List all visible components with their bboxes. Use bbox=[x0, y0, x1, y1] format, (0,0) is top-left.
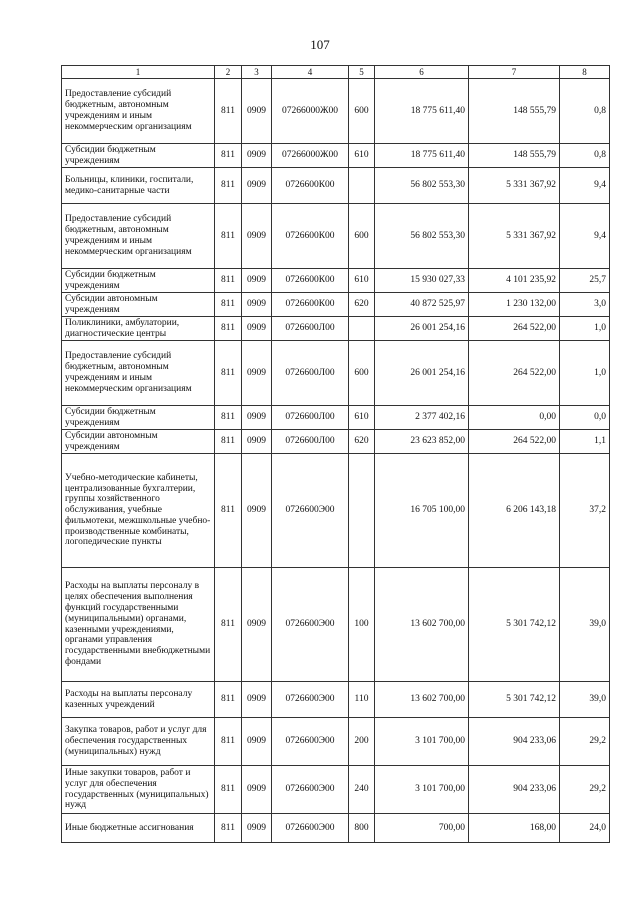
table-row bbox=[62, 79, 610, 144]
col8-cell: 0,0 bbox=[560, 406, 610, 430]
col6-cell: 40 872 525,97 bbox=[375, 293, 469, 317]
col8-cell: 1,0 bbox=[560, 317, 610, 341]
col4-cell: 0726600Э00 bbox=[272, 568, 349, 682]
col2-cell: 811 bbox=[215, 454, 242, 568]
col4-cell: 0726600К00 bbox=[272, 204, 349, 269]
col6-cell: 26 001 254,16 bbox=[375, 341, 469, 406]
col2-cell: 811 bbox=[215, 317, 242, 341]
col8-cell: 37,2 bbox=[560, 454, 610, 568]
col7-cell: 904 233,06 bbox=[469, 718, 560, 766]
col4-cell: 07266000Ж00 bbox=[272, 144, 349, 168]
col6-cell: 700,00 bbox=[375, 814, 469, 843]
col8-cell: 1,0 bbox=[560, 341, 610, 406]
row-name-cell: Учебно-методические кабинеты, централизованные бухгалтерии, группы хозяйственного обслуживания, учебные фильмотеки, межшкольные учебно-производственные комбинаты, логопедические пункты bbox=[62, 454, 215, 568]
col3-cell: 0909 bbox=[242, 430, 272, 454]
col8-cell: 39,0 bbox=[560, 682, 610, 718]
header-cell: 6 bbox=[375, 66, 469, 79]
table-row bbox=[62, 718, 610, 766]
col3-cell: 0909 bbox=[242, 766, 272, 814]
col3-cell: 0909 bbox=[242, 568, 272, 682]
table-row bbox=[62, 269, 610, 293]
col3-cell: 0909 bbox=[242, 144, 272, 168]
col8-cell: 0,8 bbox=[560, 144, 610, 168]
col6-cell: 2 377 402,16 bbox=[375, 406, 469, 430]
col3-cell: 0909 bbox=[242, 718, 272, 766]
header-row bbox=[62, 66, 610, 79]
col3-cell: 0909 bbox=[242, 204, 272, 269]
table-row bbox=[62, 568, 610, 682]
col5-cell bbox=[349, 317, 375, 341]
col6-cell: 15 930 027,33 bbox=[375, 269, 469, 293]
col7-cell: 148 555,79 bbox=[469, 144, 560, 168]
col3-cell: 0909 bbox=[242, 269, 272, 293]
col6-cell: 56 802 553,30 bbox=[375, 168, 469, 204]
row-name-cell: Больницы, клиники, госпитали, медико-санитарные части bbox=[62, 168, 215, 204]
col8-cell: 3,0 bbox=[560, 293, 610, 317]
table-row bbox=[62, 814, 610, 843]
col7-cell: 4 101 235,92 bbox=[469, 269, 560, 293]
col2-cell: 811 bbox=[215, 204, 242, 269]
col4-cell: 0726600Л00 bbox=[272, 430, 349, 454]
row-name-cell: Субсидии автономным учреждениям bbox=[62, 430, 215, 454]
header-cell: 7 bbox=[469, 66, 560, 79]
col8-cell: 39,0 bbox=[560, 568, 610, 682]
col4-cell: 0726600Э00 bbox=[272, 718, 349, 766]
table-row bbox=[62, 454, 610, 568]
col8-cell: 9,4 bbox=[560, 204, 610, 269]
col7-cell: 904 233,06 bbox=[469, 766, 560, 814]
col5-cell: 620 bbox=[349, 430, 375, 454]
col7-cell: 0,00 bbox=[469, 406, 560, 430]
col5-cell: 600 bbox=[349, 204, 375, 269]
col6-cell: 56 802 553,30 bbox=[375, 204, 469, 269]
col6-cell: 3 101 700,00 bbox=[375, 718, 469, 766]
col4-cell: 0726600К00 bbox=[272, 168, 349, 204]
col4-cell: 0726600Л00 bbox=[272, 317, 349, 341]
col5-cell: 620 bbox=[349, 293, 375, 317]
col4-cell: 0726600К00 bbox=[272, 269, 349, 293]
col7-cell: 6 206 143,18 bbox=[469, 454, 560, 568]
col5-cell: 800 bbox=[349, 814, 375, 843]
row-name-cell: Субсидии бюджетным учреждениям bbox=[62, 269, 215, 293]
col2-cell: 811 bbox=[215, 406, 242, 430]
col2-cell: 811 bbox=[215, 269, 242, 293]
col7-cell: 148 555,79 bbox=[469, 79, 560, 144]
col2-cell: 811 bbox=[215, 144, 242, 168]
col2-cell: 811 bbox=[215, 568, 242, 682]
row-name-cell: Закупка товаров, работ и услуг для обеспечения государственных (муниципальных) нужд bbox=[62, 718, 215, 766]
col5-cell: 610 bbox=[349, 144, 375, 168]
col3-cell: 0909 bbox=[242, 341, 272, 406]
row-name-cell: Расходы на выплаты персоналу казенных учреждений bbox=[62, 682, 215, 718]
col6-cell: 13 602 700,00 bbox=[375, 568, 469, 682]
page-number: 107 bbox=[310, 37, 330, 52]
col2-cell: 811 bbox=[215, 718, 242, 766]
col4-cell: 0726600К00 bbox=[272, 293, 349, 317]
col4-cell: 0726600Э00 bbox=[272, 766, 349, 814]
col7-cell: 1 230 132,00 bbox=[469, 293, 560, 317]
row-name-cell: Предоставление субсидий бюджетным, автономным учреждениям и иным некоммерческим организациям bbox=[62, 79, 215, 144]
col6-cell: 3 101 700,00 bbox=[375, 766, 469, 814]
budget-table bbox=[61, 65, 610, 843]
col3-cell: 0909 bbox=[242, 814, 272, 843]
table-row bbox=[62, 766, 610, 814]
col8-cell: 29,2 bbox=[560, 766, 610, 814]
col7-cell: 264 522,00 bbox=[469, 317, 560, 341]
col4-cell: 0726600Э00 bbox=[272, 454, 349, 568]
col6-cell: 18 775 611,40 bbox=[375, 79, 469, 144]
col7-cell: 5 301 742,12 bbox=[469, 568, 560, 682]
col4-cell: 0726600Л00 bbox=[272, 341, 349, 406]
col5-cell: 240 bbox=[349, 766, 375, 814]
col5-cell bbox=[349, 168, 375, 204]
col3-cell: 0909 bbox=[242, 454, 272, 568]
col5-cell: 100 bbox=[349, 568, 375, 682]
col2-cell: 811 bbox=[215, 79, 242, 144]
col6-cell: 13 602 700,00 bbox=[375, 682, 469, 718]
col8-cell: 25,7 bbox=[560, 269, 610, 293]
col2-cell: 811 bbox=[215, 168, 242, 204]
col7-cell: 5 331 367,92 bbox=[469, 204, 560, 269]
header-cell: 2 bbox=[215, 66, 242, 79]
col4-cell: 0726600Э00 bbox=[272, 682, 349, 718]
col6-cell: 16 705 100,00 bbox=[375, 454, 469, 568]
col6-cell: 26 001 254,16 bbox=[375, 317, 469, 341]
table-row bbox=[62, 430, 610, 454]
col7-cell: 264 522,00 bbox=[469, 341, 560, 406]
col2-cell: 811 bbox=[215, 766, 242, 814]
col3-cell: 0909 bbox=[242, 168, 272, 204]
table-row bbox=[62, 204, 610, 269]
header-cell: 8 bbox=[560, 66, 610, 79]
row-name-cell: Иные закупки товаров, работ и услуг для обеспечения государственных (муниципальных) нужд bbox=[62, 766, 215, 814]
table-row bbox=[62, 144, 610, 168]
col5-cell: 200 bbox=[349, 718, 375, 766]
header-cell: 5 bbox=[349, 66, 375, 79]
col3-cell: 0909 bbox=[242, 682, 272, 718]
col2-cell: 811 bbox=[215, 430, 242, 454]
table-row bbox=[62, 406, 610, 430]
col5-cell: 600 bbox=[349, 341, 375, 406]
col3-cell: 0909 bbox=[242, 293, 272, 317]
col4-cell: 0726600Э00 bbox=[272, 814, 349, 843]
row-name-cell: Субсидии бюджетным учреждениям bbox=[62, 406, 215, 430]
row-name-cell: Субсидии автономным учреждениям bbox=[62, 293, 215, 317]
col4-cell: 0726600Л00 bbox=[272, 406, 349, 430]
col7-cell: 5 331 367,92 bbox=[469, 168, 560, 204]
col8-cell: 1,1 bbox=[560, 430, 610, 454]
col2-cell: 811 bbox=[215, 293, 242, 317]
col3-cell: 0909 bbox=[242, 317, 272, 341]
col6-cell: 23 623 852,00 bbox=[375, 430, 469, 454]
row-name-cell: Субсидии бюджетным учреждениям bbox=[62, 144, 215, 168]
header-cell: 4 bbox=[272, 66, 349, 79]
row-name-cell: Предоставление субсидий бюджетным, автономным учреждениям и иным некоммерческим организациям bbox=[62, 341, 215, 406]
col8-cell: 9,4 bbox=[560, 168, 610, 204]
col7-cell: 264 522,00 bbox=[469, 430, 560, 454]
col2-cell: 811 bbox=[215, 814, 242, 843]
col7-cell: 168,00 bbox=[469, 814, 560, 843]
table-row bbox=[62, 317, 610, 341]
col2-cell: 811 bbox=[215, 682, 242, 718]
table-row bbox=[62, 682, 610, 718]
row-name-cell: Расходы на выплаты персоналу в целях обеспечения выполнения функций государственными (муниципальными) органами, казенными учреждениями, органами управления государственными внебюджетными фондами bbox=[62, 568, 215, 682]
header-cell: 3 bbox=[242, 66, 272, 79]
col5-cell bbox=[349, 454, 375, 568]
col4-cell: 07266000Ж00 bbox=[272, 79, 349, 144]
row-name-cell: Поликлиники, амбулатории, диагностические центры bbox=[62, 317, 215, 341]
row-name-cell: Предоставление субсидий бюджетным, автономным учреждениям и иным некоммерческим организациям bbox=[62, 204, 215, 269]
col8-cell: 0,8 bbox=[560, 79, 610, 144]
table-row bbox=[62, 341, 610, 406]
row-name-cell: Иные бюджетные ассигнования bbox=[62, 814, 215, 843]
col5-cell: 600 bbox=[349, 79, 375, 144]
col5-cell: 110 bbox=[349, 682, 375, 718]
col8-cell: 29,2 bbox=[560, 718, 610, 766]
col5-cell: 610 bbox=[349, 406, 375, 430]
col5-cell: 610 bbox=[349, 269, 375, 293]
table-row bbox=[62, 168, 610, 204]
col7-cell: 5 301 742,12 bbox=[469, 682, 560, 718]
col2-cell: 811 bbox=[215, 341, 242, 406]
table-row bbox=[62, 293, 610, 317]
col3-cell: 0909 bbox=[242, 79, 272, 144]
header-cell: 1 bbox=[62, 66, 215, 79]
col6-cell: 18 775 611,40 bbox=[375, 144, 469, 168]
col3-cell: 0909 bbox=[242, 406, 272, 430]
col8-cell: 24,0 bbox=[560, 814, 610, 843]
